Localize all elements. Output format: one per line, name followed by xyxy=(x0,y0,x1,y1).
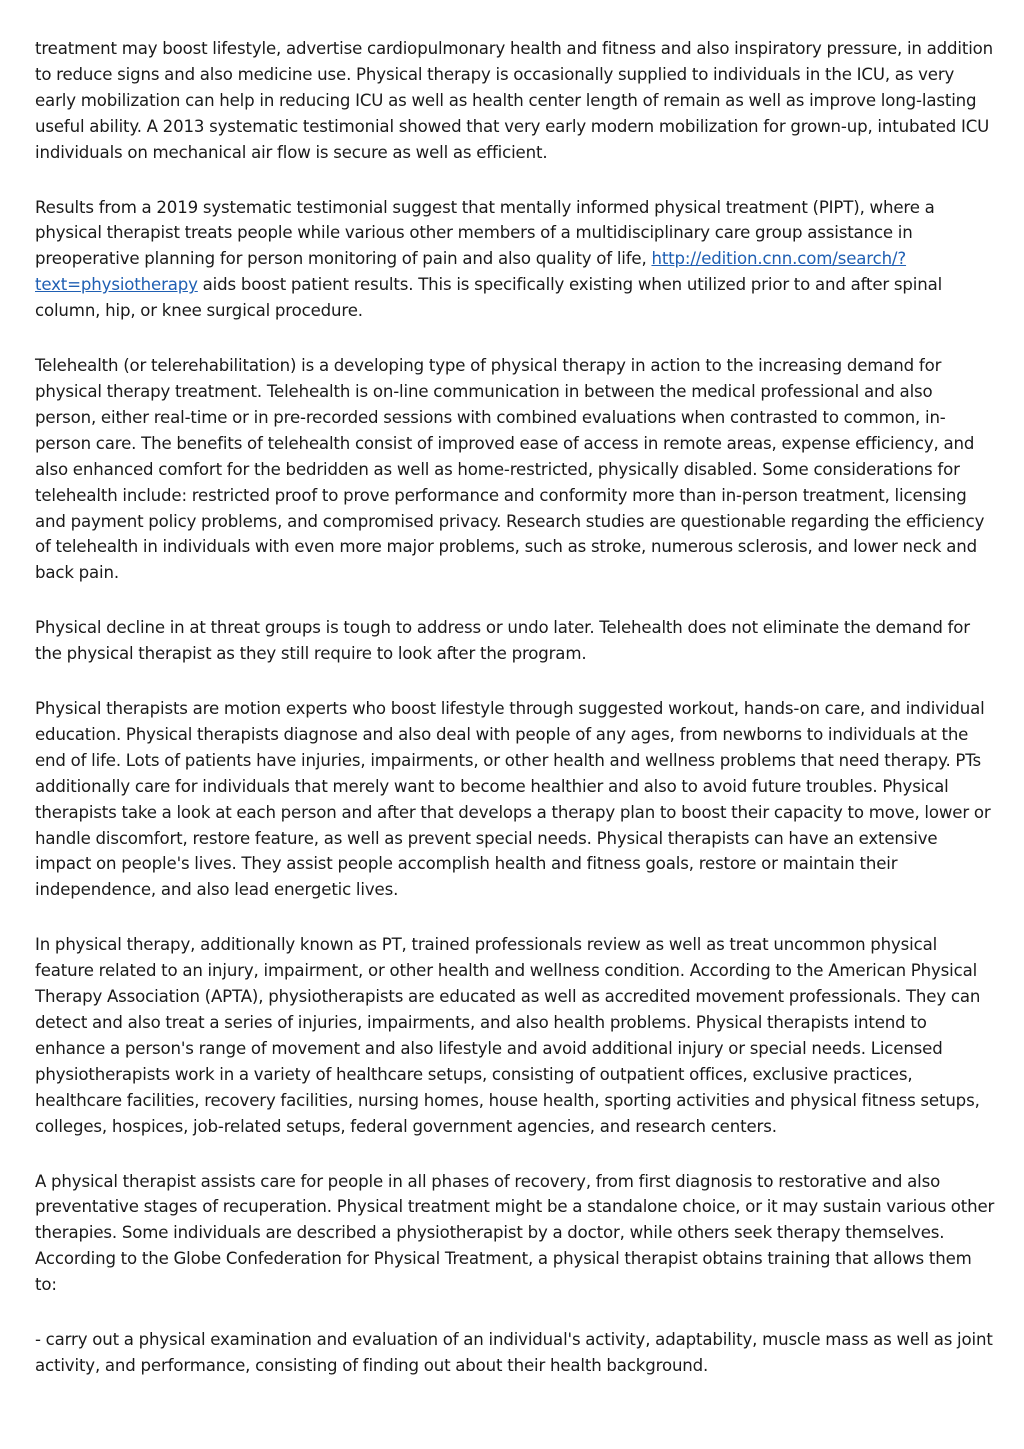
paragraph-text-before-link: Results from a 2019 systematic testimonial suggest that mentally informed physical treatment (PIPT), where a physical therapist treats people while various other members of a multidisciplinary care group assistance in preoperative planning for person monitoring of pain and also quality of life, xyxy=(35,197,935,269)
paragraph-telehealth: Telehealth (or telerehabilitation) is a developing type of physical therapy in action to the increasing demand for physical therapy treatment. Telehealth is on-line communication in between the medical professional and also person, either real-time or in pre-recorded sessions with combined evaluations when contrasted to common, in-person care. The benefits of telehealth consist of improved ease of access in remote areas, expense efficiency, and also enhanced comfort for the bedridden as well as home-restricted, physically disabled. Some considerations for telehealth include: restricted proof to prove performance and conformity more than in-person treatment, licensing and payment policy problems, and compromised privacy. Research studies are questionable regarding the efficiency of telehealth in individuals with even more major problems, such as stroke, numerous sclerosis, and lower neck and back pain. xyxy=(35,356,985,583)
physiotherapy-search-link[interactable]: http://edition.cnn.com/search/?text=physiotherapy xyxy=(35,249,907,295)
paragraph-apta: In physical therapy, additionally known as PT, trained professionals review as well as treat uncommon physical feature related to an injury, impairment, or other health and wellness condition. According to the American Physical Therapy Association (APTA), physiotherapists are educated as well as accredited movement professionals. They can detect and also treat a series of injuries, impairments, and also health problems. Physical therapists intend to enhance a person's range of movement and also lifestyle and avoid additional injury or special needs. Licensed physiotherapists work in a variety of healthcare setups, consisting of outpatient offices, exclusive practices, healthcare facilities, recovery facilities, nursing homes, house health, sporting activities and physical fitness setups, colleges, hospices, job-related setups, federal government agencies, and research centers. xyxy=(35,935,981,1136)
paragraph-early-mobilization: treatment may boost lifestyle, advertise cardiopulmonary health and fitness and also inspiratory pressure, in addition to reduce signs and also medicine use. Physical therapy is occasionally supplied to individuals in the ICU, as very early mobilization can help in reducing ICU as well as health center length of remain as well as improve long-lasting useful ability. A 2013 systematic testimonial showed that very early modern mobilization for grown-up, intubated ICU individuals on mechanical air flow is secure as well as efficient. xyxy=(35,39,994,162)
paragraph-text-after-link: aids boost patient results. This is specifically existing when utilized prior to and after spinal column, hip, or knee surgical procedure. xyxy=(35,275,943,321)
paragraph-pipt-results xyxy=(35,195,995,325)
paragraph-list-item-examination: - carry out a physical examination and evaluation of an individual's activity, adaptability, muscle mass as well as joint activity, and performance, consisting of finding out about their health background. xyxy=(35,1330,993,1375)
paragraph-motion-experts: Physical therapists are motion experts who boost lifestyle through suggested workout, hands-on care, and individual education. Physical therapists diagnose and also deal with people of any ages, from newborns to individuals at the end of life. Lots of patients have injuries, impairments, or other health and wellness problems that need therapy. PTs additionally care for individuals that merely want to become healthier and also to avoid future troubles. Physical therapists take a look at each person and after that develops a therapy plan to boost their capacity to move, lower or handle discomfort, restore feature, as well as prevent special needs. Physical therapists can have an extensive impact on people's lives. They assist people accomplish health and fitness goals, restore or maintain their independence, and also lead energetic lives. xyxy=(35,699,991,900)
paragraph-phases-of-recovery: A physical therapist assists care for people in all phases of recovery, from first diagnosis to restorative and also preventative stages of recuperation. Physical treatment might be a standalone choice, or it may sustain various other therapies. Some individuals are described a physiotherapist by a doctor, while others seek therapy themselves. According to the Globe Confederation for Physical Treatment, a physical therapist obtains training that allows them to: xyxy=(35,1171,995,1295)
document-body xyxy=(35,36,995,1408)
paragraph-physical-decline: Physical decline in at threat groups is tough to address or undo later. Telehealth does not eliminate the demand for the physical therapist as they still require to look after the program. xyxy=(35,618,970,664)
